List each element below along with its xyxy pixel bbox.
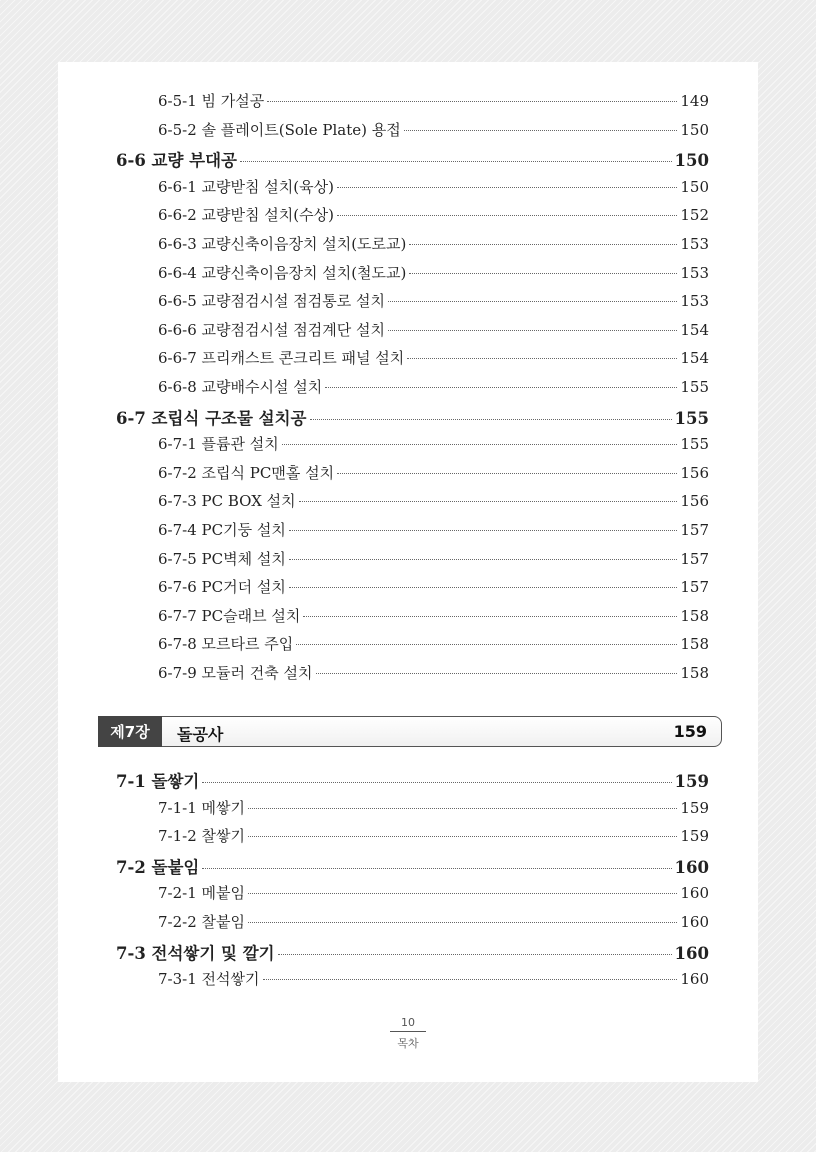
toc-subsection-entry[interactable] (158, 519, 709, 545)
toc-entry-page: 159 (674, 772, 709, 791)
toc-leader-dots (316, 673, 678, 674)
toc-subsection-entry[interactable] (158, 605, 709, 631)
toc-leader-dots (240, 161, 672, 162)
toc-entry-label: 6-7-7 PC슬래브 설치 (158, 606, 301, 625)
toc-leader-dots (388, 301, 677, 302)
toc-entry-page: 153 (680, 292, 709, 311)
toc-subsection-entry[interactable] (158, 290, 709, 316)
toc-leader-dots (310, 419, 672, 420)
toc-entry-page: 157 (680, 549, 709, 568)
toc-leader-dots (325, 387, 677, 388)
toc-leader-dots (404, 130, 678, 131)
toc-subsection-entry[interactable] (158, 233, 709, 259)
toc-entry-label: 7-2-2 찰붙임 (158, 913, 246, 931)
toc-subsection-entry[interactable] (158, 262, 709, 288)
toc-subsection-entry[interactable] (158, 825, 709, 851)
toc-leader-dots (202, 782, 671, 783)
chapter-badge: 제7장 (98, 716, 162, 747)
toc-leader-dots (289, 559, 678, 560)
toc-leader-dots (263, 979, 678, 980)
toc-entry-page: 158 (680, 664, 709, 682)
toc-entry-page: 149 (680, 92, 709, 110)
toc-entry-label: 6-5-1 빔 가설공 (158, 92, 265, 110)
toc-entry-page: 160 (680, 913, 709, 931)
toc-entry-label: 7-3 전석쌓기 및 깔기 (116, 943, 275, 963)
toc-entry-label: 6-6-6 교량점검시설 점검계단 설치 (158, 320, 385, 339)
toc-entry-label: 6-6-1 교량받침 설치(육상) (158, 177, 334, 196)
toc-entry-page: 159 (680, 827, 709, 846)
toc-section-entry[interactable] (116, 768, 709, 796)
toc-entry-page: 157 (680, 521, 709, 539)
toc-entry-label: 6-5-2 솔 플레이트(Sole Plate) 용접 (158, 120, 401, 139)
toc-entry-page: 160 (680, 970, 709, 989)
toc-subsection-entry[interactable] (158, 662, 709, 688)
toc-entry-label: 7-1-1 메쌓기 (158, 798, 246, 817)
toc-subsection-entry[interactable] (158, 576, 709, 602)
toc-leader-dots (337, 215, 677, 216)
toc-subsection-entry[interactable] (158, 882, 709, 908)
toc-entry-label: 7-2-1 메붙임 (158, 884, 246, 903)
toc-subsection-entry[interactable] (158, 490, 709, 516)
toc-entry-label: 6-7-3 PC BOX 설치 (158, 492, 296, 511)
toc-entry-page: 152 (680, 206, 709, 225)
document-page (58, 62, 758, 1082)
toc-entry-label: 6-7-9 모듈러 건축 설치 (158, 664, 313, 682)
toc-section-entry[interactable] (116, 854, 709, 882)
toc-leader-dots (296, 644, 677, 645)
toc-subsection-entry[interactable] (158, 433, 709, 459)
toc-entry-label: 6-7-1 플륨관 설치 (158, 435, 279, 454)
toc-subsection-entry[interactable] (158, 204, 709, 230)
chapter-page-number: 159 (673, 722, 707, 741)
toc-subsection-entry[interactable] (158, 376, 709, 402)
toc-entry-page: 153 (680, 263, 709, 282)
toc-entry-label: 7-1-2 찰쌓기 (158, 827, 246, 846)
toc-entry-page: 155 (674, 408, 709, 428)
toc-subsection-entry[interactable] (158, 968, 709, 994)
toc-entry-page: 158 (680, 635, 709, 654)
toc-section-entry[interactable] (116, 147, 709, 175)
toc-entry-page: 155 (680, 378, 709, 396)
toc-subsection-entry[interactable] (158, 347, 709, 373)
toc-leader-dots (267, 101, 677, 102)
footer-section-name: 목차 (397, 1037, 419, 1050)
chapter-header[interactable] (98, 716, 722, 747)
toc-leader-dots (289, 587, 678, 588)
toc-entry-page: 156 (680, 463, 709, 482)
toc-section-entry[interactable] (116, 940, 709, 968)
toc-leader-dots (409, 273, 677, 274)
toc-subsection-entry[interactable] (158, 119, 709, 145)
toc-leader-dots (278, 954, 672, 955)
toc-subsection-entry[interactable] (158, 633, 709, 659)
toc-entry-page: 160 (674, 943, 709, 963)
toc-entry-page: 150 (680, 177, 709, 196)
toc-leader-dots (303, 616, 677, 617)
toc-leader-dots (337, 187, 677, 188)
toc-entry-page: 153 (680, 235, 709, 253)
toc-leader-dots (248, 893, 677, 894)
toc-entry-label: 7-3-1 전석쌓기 (158, 970, 260, 989)
toc-entry-page: 150 (674, 151, 709, 171)
toc-entry-page: 158 (680, 606, 709, 625)
toc-entry-label: 7-1 돌쌓기 (116, 772, 200, 791)
toc-entry-label: 6-6-7 프리캐스트 콘크리트 패널 설치 (158, 349, 405, 368)
toc-entry-label: 6-7-8 모르타르 주입 (158, 635, 294, 654)
toc-entry-page: 150 (680, 120, 709, 139)
toc-subsection-entry[interactable] (158, 462, 709, 488)
chapter-title: 돌공사 (177, 725, 224, 744)
toc-entry-label: 6-6-2 교량받침 설치(수상) (158, 206, 334, 225)
footer-page-number: 10 (401, 1016, 415, 1029)
toc-leader-dots (248, 922, 677, 923)
toc-entry-label: 6-7-2 조립식 PC맨홀 설치 (158, 463, 335, 482)
toc-leader-dots (407, 358, 677, 359)
footer-divider (390, 1031, 426, 1032)
toc-entry-label: 7-2 돌붙임 (116, 857, 200, 877)
toc-entry-page: 160 (674, 857, 709, 877)
toc-entry-page: 157 (680, 578, 709, 597)
toc-entry-page: 155 (680, 435, 709, 454)
page-footer (58, 1016, 758, 1051)
toc-subsection-entry[interactable] (158, 319, 709, 345)
toc-subsection-entry[interactable] (158, 797, 709, 823)
toc-entry-label: 6-7-6 PC거더 설치 (158, 578, 286, 597)
toc-entry-label: 6-6 교량 부대공 (116, 151, 237, 171)
toc-subsection-entry[interactable] (158, 176, 709, 202)
toc-entry-label: 6-6-4 교량신축이음장치 설치(철도교) (158, 263, 407, 282)
toc-leader-dots (248, 836, 677, 837)
toc-leader-dots (299, 501, 678, 502)
toc-entry-page: 159 (680, 798, 709, 817)
toc-section-entry[interactable] (116, 405, 709, 433)
toc-leader-dots (248, 808, 677, 809)
toc-leader-dots (409, 244, 677, 245)
toc-entry-label: 6-6-3 교량신축이음장치 설치(도로교) (158, 235, 407, 253)
toc-entry-page: 156 (680, 492, 709, 511)
toc-entry-label: 6-7-4 PC기둥 설치 (158, 521, 286, 539)
toc-entry-label: 6-6-8 교량배수시설 설치 (158, 378, 323, 396)
toc-entry-page: 160 (680, 884, 709, 903)
toc-entry-label: 6-7-5 PC벽체 설치 (158, 549, 286, 568)
toc-leader-dots (282, 444, 678, 445)
toc-leader-dots (289, 530, 678, 531)
toc-entry-page: 154 (680, 349, 709, 368)
toc-entry-label: 6-7 조립식 구조물 설치공 (116, 408, 307, 428)
toc-subsection-entry[interactable] (158, 911, 709, 937)
toc-entry-page: 154 (680, 320, 709, 339)
toc-leader-dots (337, 473, 677, 474)
toc-leader-dots (388, 330, 677, 331)
toc-leader-dots (202, 868, 671, 869)
toc-entry-label: 6-6-5 교량점검시설 점검통로 설치 (158, 292, 385, 311)
toc-subsection-entry[interactable] (158, 90, 709, 116)
toc-subsection-entry[interactable] (158, 548, 709, 574)
